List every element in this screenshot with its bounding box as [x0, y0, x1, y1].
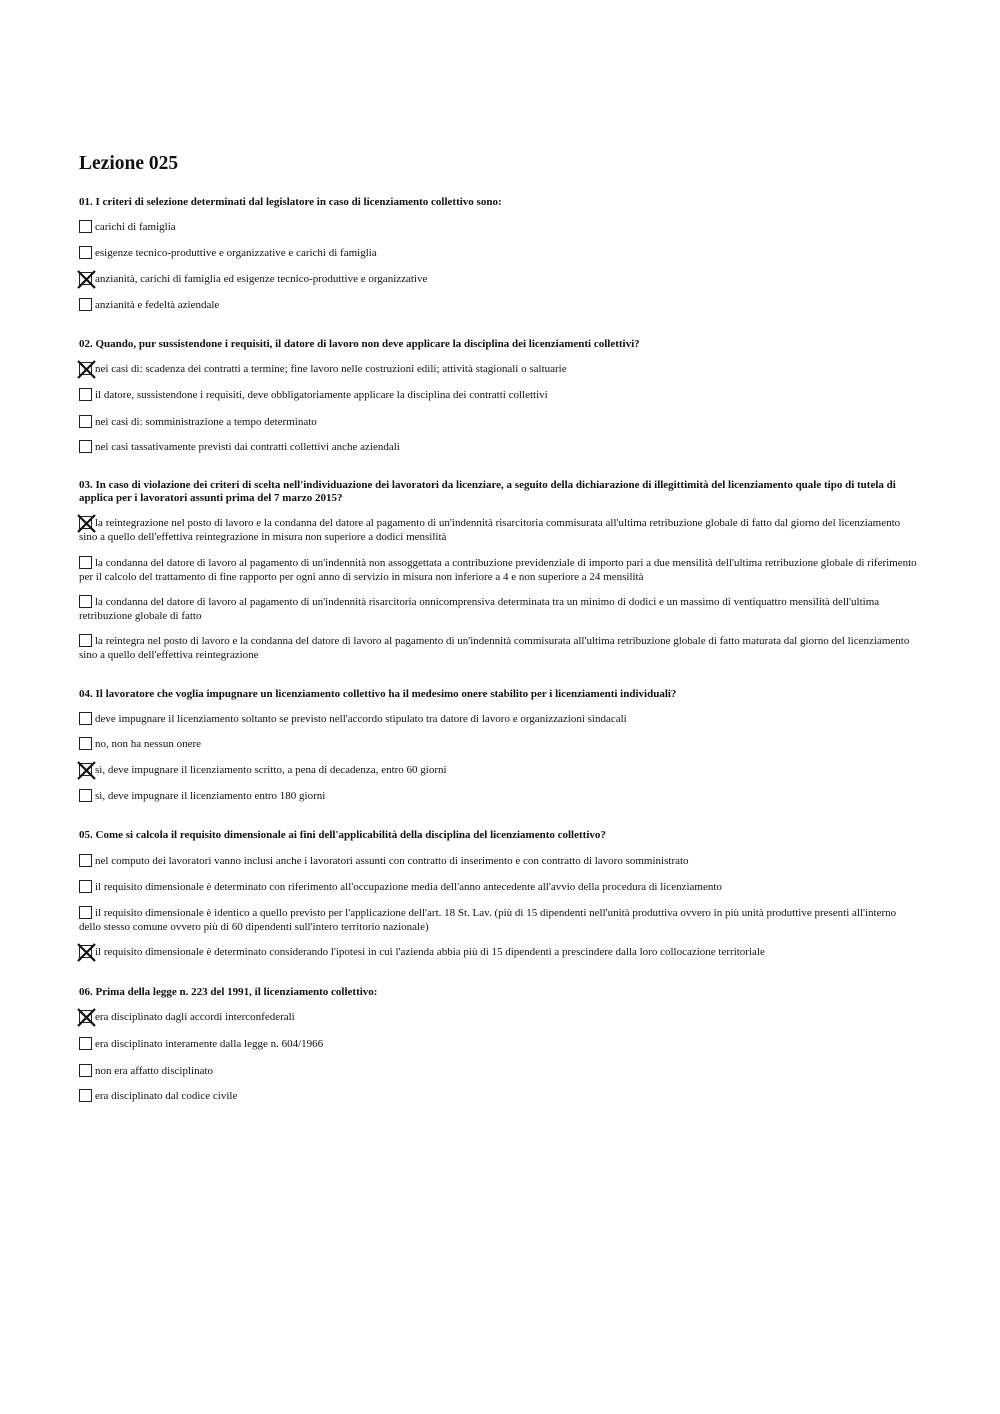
option-04-a[interactable] — [79, 712, 919, 727]
cross-mark-icon — [78, 762, 95, 779]
checkbox[interactable] — [79, 362, 92, 375]
option-06-b[interactable] — [79, 1037, 919, 1052]
question-01: 01. I criteri di selezione determinati dal legislatore in caso di licenziamento collettivo sono: — [79, 196, 502, 208]
checkbox[interactable] — [79, 906, 92, 919]
option-03-a[interactable] — [79, 516, 919, 544]
option-text: esigenze tecnico-produttive e organizzative e carichi di famiglia — [95, 247, 377, 259]
checkbox[interactable] — [79, 516, 92, 529]
option-01-c[interactable] — [79, 272, 919, 287]
option-03-c[interactable] — [79, 595, 919, 623]
question-03: 03. In caso di violazione dei criteri di scelta nell'individuazione dei lavoratori da licenziare, a seguito della dichiarazione di illegittimità del licenziamento quale tipo di tutela di applica per i lavoratori assunti prima del 7 marzo 2015? — [79, 479, 896, 504]
option-text: no, non ha nessun onere — [95, 738, 202, 750]
option-03-b[interactable] — [79, 556, 919, 584]
checkbox[interactable] — [79, 880, 92, 893]
question-04: 04. Il lavoratore che voglia impugnare un licenziamento collettivo ha il medesimo onere stabilito per i licenziamenti individuali? — [79, 688, 677, 700]
option-text: anzianità, carichi di famiglia ed esigenze tecnico-produttive e organizzative — [95, 273, 428, 285]
option-text: deve impugnare il licenziamento soltanto se previsto nell'accordo stipulato tra datore di lavoro e organizzazioni sindacali — [95, 713, 627, 725]
checkbox[interactable] — [79, 763, 92, 776]
question-02: 02. Quando, pur sussistendone i requisiti, il datore di lavoro non deve applicare la disciplina dei licenziamenti collettivi? — [79, 338, 640, 350]
question-06: 06. Prima della legge n. 223 del 1991, il licenziamento collettivo: — [79, 986, 378, 998]
option-05-a[interactable] — [79, 854, 919, 869]
option-text: la condanna del datore di lavoro al pagamento di un'indennità non assoggettata a contribuzione previdenziale di importo pari a due mensilità dell'ultima retribuzione globale di riferimento per il calcolo del trattamento di fine rapporto per ogni anno di servizio in misura non inferiore a 4 e non superiore a 24 mensilità — [79, 557, 917, 583]
checkbox[interactable] — [79, 945, 92, 958]
option-text: nei casi di: scadenza dei contratti a termine; fine lavoro nelle costruzioni edili; attività stagionali o saltuarie — [95, 363, 567, 375]
checkbox[interactable] — [79, 737, 92, 750]
option-text: carichi di famiglia — [95, 221, 176, 233]
option-02-d[interactable] — [79, 440, 919, 455]
option-05-d[interactable] — [79, 945, 919, 960]
checkbox[interactable] — [79, 246, 92, 259]
checkbox[interactable] — [79, 1037, 92, 1050]
option-text: nei casi tassativamente previsti dai contratti collettivi anche aziendali — [95, 441, 400, 453]
option-text: il requisito dimensionale è identico a quello previsto per l'applicazione dell'art. 18 St. Lav. (più di 15 dipendenti nell'unità produttiva ovvero in più unità produttive presenti all'interno dello stesso comune ovvero più di 60 dipendenti sull'intero territorio nazionale) — [79, 907, 897, 933]
checkbox[interactable] — [79, 556, 92, 569]
option-05-b[interactable] — [79, 880, 919, 895]
checkbox[interactable] — [79, 595, 92, 608]
checkbox[interactable] — [79, 634, 92, 647]
option-text: nel computo dei lavoratori vanno inclusi anche i lavoratori assunti con contratto di inserimento e con contratto di lavoro somministrato — [95, 855, 689, 867]
option-06-a[interactable] — [79, 1010, 919, 1025]
option-text: sì, deve impugnare il licenziamento scritto, a pena di decadenza, entro 60 giorni — [95, 764, 447, 776]
option-03-d[interactable] — [79, 634, 919, 662]
checkbox[interactable] — [79, 1010, 92, 1023]
checkbox[interactable] — [79, 272, 92, 285]
checkbox[interactable] — [79, 712, 92, 725]
option-02-a[interactable] — [79, 362, 919, 377]
option-text: nei casi di: somministrazione a tempo determinato — [95, 416, 317, 428]
option-06-c[interactable] — [79, 1064, 919, 1079]
cross-mark-icon — [78, 944, 95, 961]
cross-mark-icon — [78, 1009, 95, 1026]
cross-mark-icon — [78, 515, 95, 532]
option-text: era disciplinato interamente dalla legge n. 604/1966 — [95, 1038, 324, 1050]
option-01-d[interactable] — [79, 298, 919, 313]
option-06-d[interactable] — [79, 1089, 919, 1104]
option-04-d[interactable] — [79, 789, 919, 804]
option-02-c[interactable] — [79, 415, 919, 430]
option-text: il requisito dimensionale è determinato con riferimento all'occupazione media dell'anno antecedente all'avvio della procedura di licenziamento — [95, 881, 722, 893]
option-text: la reintegrazione nel posto di lavoro e la condanna del datore al pagamento di un'indennità risarcitoria commisurata all'ultima retribuzione globale di fatto dal giorno del licenziamento sino a quello dell'effettiva reintegrazione in misura non superiore a dodici mensilità — [79, 517, 901, 543]
checkbox[interactable] — [79, 789, 92, 802]
option-01-b[interactable] — [79, 246, 919, 261]
option-text: il datore, sussistendone i requisiti, deve obbligatoriamente applicare la disciplina dei contratti collettivi — [95, 389, 548, 401]
option-04-b[interactable] — [79, 737, 919, 752]
option-text: sì, deve impugnare il licenziamento entro 180 giorni — [95, 790, 326, 802]
checkbox[interactable] — [79, 440, 92, 453]
question-05: 05. Come si calcola il requisito dimensionale ai fini dell'applicabilità della disciplina del licenziamento collettivo? — [79, 829, 606, 841]
option-02-b[interactable] — [79, 388, 919, 403]
checkbox[interactable] — [79, 220, 92, 233]
option-01-a[interactable] — [79, 220, 919, 235]
checkbox[interactable] — [79, 388, 92, 401]
option-04-c[interactable] — [79, 763, 919, 778]
option-text: era disciplinato dal codice civile — [95, 1090, 238, 1102]
checkbox[interactable] — [79, 1064, 92, 1077]
option-05-c[interactable] — [79, 906, 919, 934]
checkbox[interactable] — [79, 1089, 92, 1102]
checkbox[interactable] — [79, 298, 92, 311]
page-title: Lezione 025 — [79, 153, 179, 174]
option-text: il requisito dimensionale è determinato considerando l'ipotesi in cui l'azienda abbia più di 15 dipendenti a prescindere dalla loro collocazione territoriale — [95, 946, 765, 958]
option-text: la reintegra nel posto di lavoro e la condanna del datore di lavoro al pagamento di un'indennità commisurata all'ultima retribuzione globale di fatto maturata dal giorno del licenziamento sino a quello dell'effettiva reintegrazione — [79, 635, 910, 661]
option-text: anzianità e fedeltà aziendale — [95, 299, 220, 311]
option-text: era disciplinato dagli accordi interconfederali — [95, 1011, 295, 1023]
checkbox[interactable] — [79, 854, 92, 867]
cross-mark-icon — [78, 361, 95, 378]
option-text: non era affatto disciplinato — [95, 1065, 214, 1077]
option-text: la condanna del datore di lavoro al pagamento di un'indennità risarcitoria onnicomprensiva determinata tra un minimo di dodici e un massimo di ventiquattro mensilità dell'ultima retribuzione globale di fatto — [79, 596, 880, 622]
checkbox[interactable] — [79, 415, 92, 428]
cross-mark-icon — [78, 271, 95, 288]
